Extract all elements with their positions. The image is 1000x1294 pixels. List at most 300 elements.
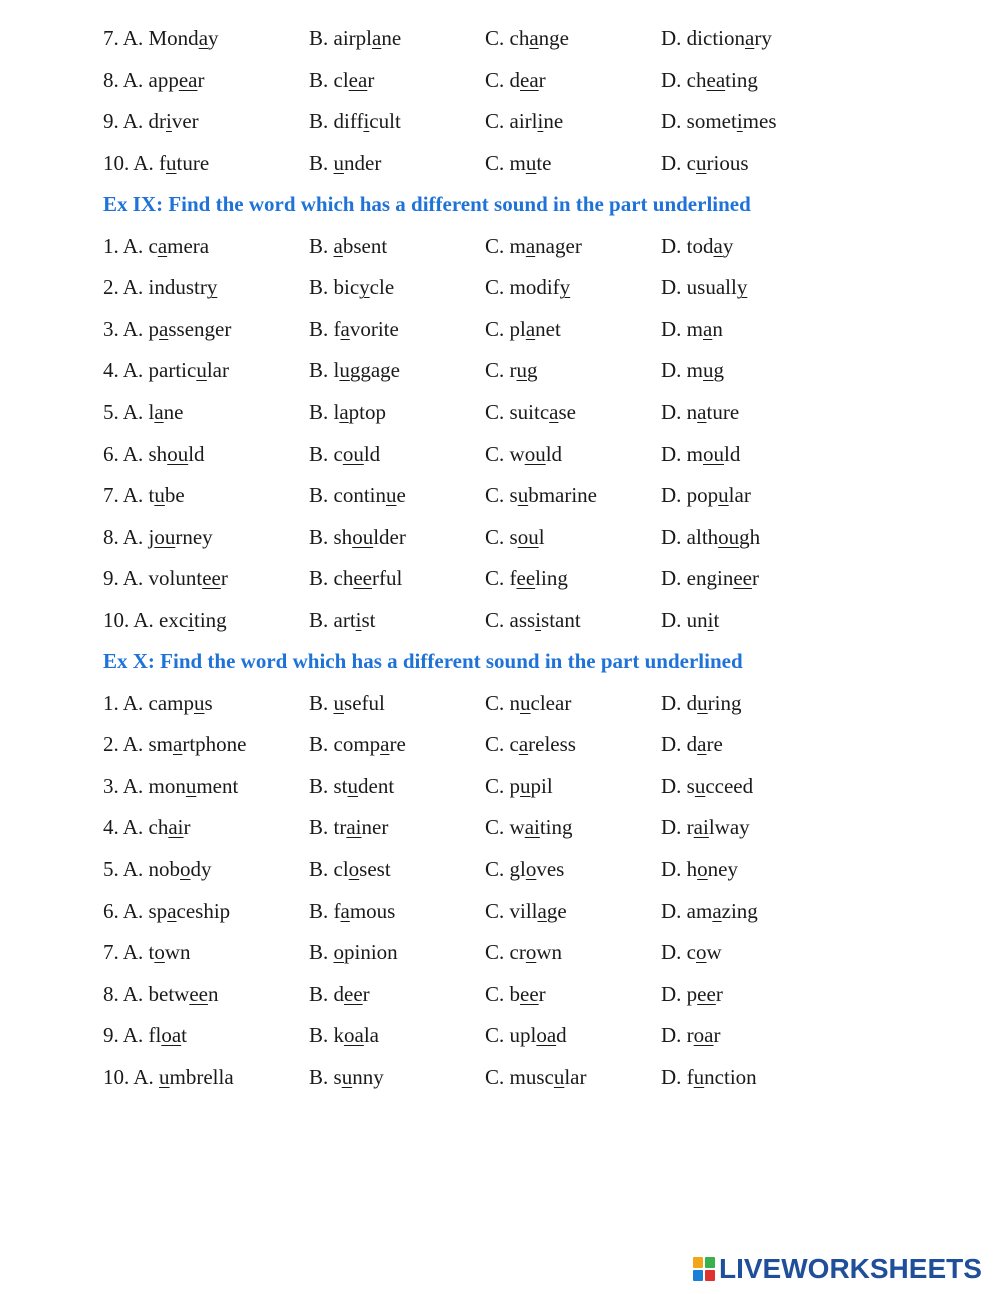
answer-option[interactable] — [485, 480, 597, 510]
word-text: 8. A. j — [103, 524, 155, 549]
underlined-sound: a — [167, 898, 177, 923]
underlined-sound: a — [198, 26, 209, 50]
word-text: C. b — [485, 981, 521, 1006]
word-text: B. — [309, 150, 334, 175]
question-row — [0, 480, 1000, 510]
word-text: s — [204, 690, 213, 715]
answer-option[interactable] — [485, 148, 552, 178]
word-text: 2. A. sm — [103, 732, 174, 757]
answer-option[interactable] — [103, 355, 229, 385]
underlined-sound: o — [348, 857, 360, 881]
word-text: ld — [724, 441, 741, 466]
question-row — [0, 979, 1000, 1009]
underlined-sound: o — [525, 940, 537, 965]
answer-option[interactable] — [309, 106, 401, 136]
word-text: B. d — [309, 981, 345, 1006]
brand-name: LIVEWORKSHEETS — [719, 1253, 982, 1284]
answer-option[interactable] — [103, 397, 184, 427]
word-text: D. p — [661, 981, 698, 1006]
underlined-sound: ee — [516, 566, 536, 591]
word-text: C. c — [485, 732, 519, 757]
word-text: cle — [369, 275, 395, 300]
underlined-sound: y — [559, 275, 571, 300]
word-text: ne — [163, 399, 184, 424]
word-text: lar — [564, 1064, 587, 1089]
question-row — [0, 605, 1000, 635]
word-text: ceship — [176, 898, 231, 923]
word-text: mes — [742, 109, 777, 134]
word-text: 2. A. industr — [103, 275, 207, 300]
answer-option[interactable] — [309, 231, 387, 261]
word-text: 9. A. fl — [103, 1023, 162, 1048]
answer-option[interactable] — [485, 937, 562, 967]
answer-option[interactable] — [485, 106, 563, 136]
underlined-sound: a — [157, 233, 168, 258]
word-text: D. n — [661, 399, 698, 424]
word-text: wn — [536, 940, 562, 965]
answer-option[interactable] — [485, 979, 546, 1009]
answer-option[interactable] — [103, 65, 204, 95]
underlined-sound: u — [703, 358, 714, 383]
answer-option[interactable] — [485, 563, 568, 593]
word-text: 4. A. ch — [103, 815, 169, 840]
word-text: n — [207, 981, 219, 1006]
word-text: C. s — [485, 483, 518, 508]
word-text: seful — [344, 690, 385, 715]
word-text: t — [713, 607, 720, 632]
answer-option[interactable] — [661, 272, 747, 302]
underlined-sound: i — [363, 109, 370, 134]
answer-option[interactable] — [485, 355, 538, 385]
underlined-sound: ou — [524, 441, 546, 466]
answer-option[interactable] — [485, 272, 570, 302]
word-text: ssenger — [168, 316, 232, 341]
underlined-sound: ee — [202, 566, 221, 591]
underlined-sound: u — [341, 1064, 353, 1089]
answer-option[interactable] — [485, 23, 569, 53]
underlined-sound: a — [529, 26, 539, 50]
word-text: C. f — [485, 566, 517, 591]
underlined-sound: ee — [697, 981, 716, 1006]
word-text: nction — [704, 1064, 757, 1089]
exercise-heading: Ex IX: Find the word which has a different sound in the part underlined — [103, 192, 751, 217]
word-text: 8. A. betw — [103, 981, 190, 1006]
underlined-sound: ou — [703, 441, 724, 466]
underlined-sound: u — [193, 690, 205, 715]
word-text: r — [713, 1023, 721, 1048]
answer-option[interactable] — [309, 812, 388, 842]
answer-option[interactable] — [661, 23, 772, 53]
word-text: rious — [706, 150, 749, 175]
underlined-sound: o — [697, 857, 708, 881]
word-text: B. st — [309, 773, 348, 798]
answer-option[interactable] — [309, 355, 400, 385]
underlined-sound: a — [173, 732, 183, 757]
answer-option[interactable] — [661, 937, 722, 967]
word-text: 7. A. Mond — [103, 26, 199, 50]
answer-option[interactable] — [661, 65, 758, 95]
word-text: ld — [363, 441, 381, 466]
word-text: C. cr — [485, 940, 526, 965]
word-text: B. art — [309, 607, 356, 632]
answer-option[interactable] — [485, 896, 567, 926]
word-text: C. ch — [485, 26, 530, 50]
answer-option[interactable] — [661, 563, 759, 593]
word-text: y — [208, 26, 219, 50]
answer-option[interactable] — [309, 854, 391, 884]
answer-option[interactable] — [103, 771, 238, 801]
word-text: ling — [535, 566, 568, 591]
word-text: r — [538, 981, 546, 1006]
word-text: C. ass — [485, 607, 536, 632]
word-text: D. s — [661, 773, 695, 798]
word-text: B. airpl — [309, 26, 372, 50]
underlined-sound: ea — [706, 67, 726, 92]
word-text: 9. A. volunt — [103, 566, 203, 591]
word-text: B. tr — [309, 815, 347, 840]
answer-option[interactable] — [103, 148, 209, 178]
word-text: D. m — [661, 316, 703, 341]
word-text: B. l — [309, 399, 340, 424]
word-text: nny — [352, 1064, 384, 1089]
brand-logo[interactable] — [693, 1254, 982, 1284]
word-text: D. am — [661, 898, 713, 923]
answer-option[interactable] — [309, 272, 394, 302]
underlined-sound: a — [525, 233, 536, 258]
answer-option[interactable] — [309, 729, 406, 759]
word-text: ment — [196, 773, 239, 798]
word-text: C. m — [485, 150, 526, 175]
word-text: C. n — [485, 690, 521, 715]
word-text: B. — [309, 940, 334, 965]
answer-option[interactable] — [103, 231, 209, 261]
word-text: ring — [707, 690, 742, 715]
underlined-sound: ou — [342, 441, 364, 466]
answer-option[interactable] — [661, 979, 723, 1009]
word-text: sest — [359, 857, 391, 881]
underlined-sound: a — [549, 399, 559, 424]
word-text: te — [536, 150, 552, 175]
answer-option[interactable] — [309, 439, 380, 469]
question-row — [0, 397, 1000, 427]
word-text: n — [712, 316, 723, 341]
answer-option[interactable] — [309, 563, 402, 593]
word-text: 3. A. p — [103, 316, 160, 341]
word-text: D. usuall — [661, 275, 737, 300]
question-row — [0, 688, 1000, 718]
question-row — [0, 65, 1000, 95]
answer-option[interactable] — [485, 1020, 567, 1050]
answer-option[interactable] — [309, 480, 406, 510]
word-text: D. somet — [661, 109, 737, 134]
answer-option[interactable] — [485, 397, 576, 427]
word-text: ting — [194, 607, 227, 632]
word-text: ner — [361, 815, 389, 840]
word-text: B. s — [309, 1064, 342, 1089]
underlined-sound: u — [525, 150, 537, 175]
word-text: B. contin — [309, 483, 386, 508]
underlined-sound: oa — [536, 1023, 557, 1048]
word-text: ver — [171, 109, 199, 134]
answer-option[interactable] — [103, 688, 213, 718]
answer-option[interactable] — [103, 812, 190, 842]
answer-option[interactable] — [309, 1062, 384, 1092]
answer-option[interactable] — [661, 148, 749, 178]
answer-option[interactable] — [309, 314, 399, 344]
word-text: D. r — [661, 815, 694, 840]
answer-option[interactable] — [309, 23, 401, 53]
answer-option[interactable] — [661, 314, 723, 344]
word-text: ptop — [348, 399, 387, 424]
answer-option[interactable] — [485, 65, 546, 95]
word-text: D. d — [661, 732, 698, 757]
answer-option[interactable] — [309, 688, 385, 718]
word-text: C. suitc — [485, 399, 550, 424]
underlined-sound: u — [696, 150, 707, 175]
question-row — [0, 854, 1000, 884]
answer-option[interactable] — [661, 439, 740, 469]
underlined-sound: a — [333, 233, 343, 258]
word-text: B. ch — [309, 566, 354, 591]
answer-option[interactable] — [103, 439, 205, 469]
underlined-sound: oa — [344, 1023, 364, 1048]
underlined-sound: a — [697, 399, 707, 424]
underlined-sound: u — [347, 773, 359, 798]
answer-option[interactable] — [485, 812, 573, 842]
word-text: mous — [349, 898, 396, 923]
word-text: B. f — [309, 898, 341, 923]
word-text: C. vill — [485, 898, 538, 923]
underlined-sound: ee — [733, 566, 752, 591]
question-row — [0, 522, 1000, 552]
underlined-sound: u — [333, 690, 345, 715]
answer-option[interactable] — [661, 231, 733, 261]
answer-option[interactable] — [103, 1020, 187, 1050]
underlined-sound: ea — [178, 67, 198, 92]
answer-option[interactable] — [485, 314, 561, 344]
underlined-sound: a — [697, 732, 707, 757]
word-text: g — [713, 358, 724, 383]
answer-option[interactable] — [103, 314, 231, 344]
answer-option[interactable] — [103, 480, 185, 510]
word-text: C. s — [485, 524, 518, 549]
word-text: 6. A. sh — [103, 441, 168, 466]
answer-option[interactable] — [103, 605, 227, 635]
answer-option[interactable] — [485, 522, 545, 552]
answer-option[interactable] — [661, 1062, 757, 1092]
question-row — [0, 812, 1000, 842]
underlined-sound: a — [380, 732, 390, 757]
underlined-sound: a — [518, 732, 529, 757]
word-text: se — [558, 399, 576, 424]
word-text: D. c — [661, 940, 696, 965]
answer-option[interactable] — [309, 979, 370, 1009]
answer-option[interactable] — [309, 1020, 379, 1050]
underlined-sound: oa — [693, 1023, 714, 1048]
word-text: C. r — [485, 358, 517, 383]
underlined-sound: ou — [718, 524, 740, 549]
question-row — [0, 148, 1000, 178]
answer-option[interactable] — [103, 522, 213, 552]
word-text: C. gl — [485, 857, 526, 881]
answer-option[interactable] — [485, 439, 562, 469]
answer-option[interactable] — [661, 896, 758, 926]
answer-option[interactable] — [103, 563, 228, 593]
word-text: la — [363, 1023, 379, 1048]
underlined-sound: ou — [352, 524, 374, 549]
word-text: cult — [369, 109, 401, 134]
word-text: rful — [371, 566, 403, 591]
word-text: ld — [545, 441, 563, 466]
word-text: 1. A. camp — [103, 690, 194, 715]
answer-option[interactable] — [485, 231, 582, 261]
word-text: r — [183, 815, 191, 840]
word-text: 6. A. sp — [103, 898, 168, 923]
answer-option[interactable] — [485, 605, 581, 635]
answer-option[interactable] — [309, 148, 381, 178]
word-text: B. l — [309, 358, 340, 383]
answer-option[interactable] — [103, 23, 219, 53]
word-text: D. alth — [661, 524, 719, 549]
answer-option[interactable] — [309, 397, 386, 427]
underlined-sound: oa — [161, 1023, 182, 1048]
answer-option[interactable] — [485, 729, 576, 759]
word-text: D. f — [661, 1064, 694, 1089]
underlined-sound: i — [707, 607, 714, 632]
word-text: D. diction — [661, 26, 745, 50]
word-text: bsent — [342, 233, 388, 258]
word-text: lar — [206, 358, 229, 383]
question-row — [0, 1020, 1000, 1050]
word-text: clear — [530, 690, 572, 715]
underlined-sound: a — [340, 898, 350, 923]
underlined-sound: ou — [154, 524, 176, 549]
answer-option[interactable] — [103, 937, 191, 967]
answer-option[interactable] — [309, 605, 376, 635]
underlined-sound: u — [694, 773, 706, 798]
word-text: net — [535, 316, 561, 341]
word-text: dy — [190, 857, 212, 881]
underlined-sound: a — [713, 233, 723, 258]
answer-option[interactable] — [661, 688, 742, 718]
answer-option[interactable] — [661, 522, 760, 552]
word-text: stant — [541, 607, 581, 632]
answer-option[interactable] — [661, 729, 723, 759]
answer-option[interactable] — [485, 854, 564, 884]
word-text: r — [367, 67, 375, 92]
underlined-sound: u — [166, 150, 177, 175]
underlined-sound: u — [697, 690, 708, 715]
underlined-sound: u — [333, 150, 345, 175]
word-text: 3. A. mon — [103, 773, 186, 798]
underlined-sound: y — [359, 275, 370, 300]
answer-option[interactable] — [661, 812, 750, 842]
underlined-sound: ou — [517, 524, 539, 549]
answer-option[interactable] — [661, 605, 719, 635]
underlined-sound: u — [386, 483, 397, 508]
answer-option[interactable] — [103, 106, 199, 136]
word-text: D. d — [661, 690, 698, 715]
word-text: ture — [176, 150, 210, 175]
underlined-sound: u — [159, 1064, 170, 1089]
underlined-sound: u — [339, 358, 350, 383]
word-text: ting — [539, 815, 573, 840]
answer-option[interactable] — [309, 937, 398, 967]
word-text: zing — [721, 898, 758, 923]
question-row — [0, 937, 1000, 967]
underlined-sound: o — [180, 857, 191, 881]
answer-option[interactable] — [485, 1062, 587, 1092]
word-text: C. w — [485, 441, 525, 466]
underlined-sound: y — [736, 275, 748, 300]
liveworksheets-logo-icon — [693, 1257, 715, 1281]
underlined-sound: ee — [189, 981, 208, 1006]
question-row — [0, 355, 1000, 385]
word-text: C. airl — [485, 109, 538, 134]
underlined-sound: o — [525, 857, 537, 881]
underlined-sound: i — [537, 109, 544, 134]
question-row — [0, 106, 1000, 136]
answer-option[interactable] — [103, 979, 218, 1009]
word-text: y — [722, 233, 734, 258]
answer-option[interactable] — [661, 1020, 721, 1050]
word-text: 8. A. app — [103, 67, 179, 92]
word-text: 10. A. — [103, 1064, 160, 1089]
underlined-sound: o — [154, 940, 165, 965]
answer-option[interactable] — [103, 854, 212, 884]
underlined-sound: u — [693, 1064, 705, 1089]
answer-option[interactable] — [661, 106, 777, 136]
underlined-sound: u — [718, 483, 729, 508]
question-row — [0, 1062, 1000, 1092]
answer-option[interactable] — [103, 896, 230, 926]
word-text: C. p — [485, 773, 521, 798]
word-text: bmarine — [528, 483, 597, 508]
word-text: B. c — [309, 441, 343, 466]
answer-option[interactable] — [661, 355, 724, 385]
question-row — [0, 23, 1000, 53]
answer-option[interactable] — [103, 729, 247, 759]
underlined-sound: ai — [346, 815, 362, 840]
word-text: r — [751, 566, 759, 591]
answer-option[interactable] — [661, 397, 739, 427]
answer-option[interactable] — [309, 896, 395, 926]
answer-option[interactable] — [309, 771, 394, 801]
underlined-sound: u — [196, 358, 207, 383]
underlined-sound: ee — [344, 981, 363, 1006]
word-text: 5. A. nob — [103, 857, 181, 881]
answer-option[interactable] — [661, 480, 751, 510]
word-text: r — [362, 981, 370, 1006]
answer-option[interactable] — [103, 1062, 234, 1092]
answer-option[interactable] — [103, 272, 217, 302]
answer-option[interactable] — [661, 771, 753, 801]
answer-option[interactable] — [485, 771, 553, 801]
answer-option[interactable] — [309, 522, 406, 552]
answer-option[interactable] — [485, 688, 571, 718]
word-text: D. c — [661, 150, 696, 175]
word-text: t — [181, 1023, 188, 1048]
answer-option[interactable] — [309, 65, 374, 95]
word-text: B. — [309, 233, 334, 258]
word-text: lway — [708, 815, 750, 840]
word-text: re — [389, 732, 406, 757]
answer-option[interactable] — [661, 854, 738, 884]
word-text: g — [527, 358, 538, 383]
question-row — [0, 729, 1000, 759]
word-text: ggage — [349, 358, 400, 383]
word-text: e — [396, 483, 406, 508]
